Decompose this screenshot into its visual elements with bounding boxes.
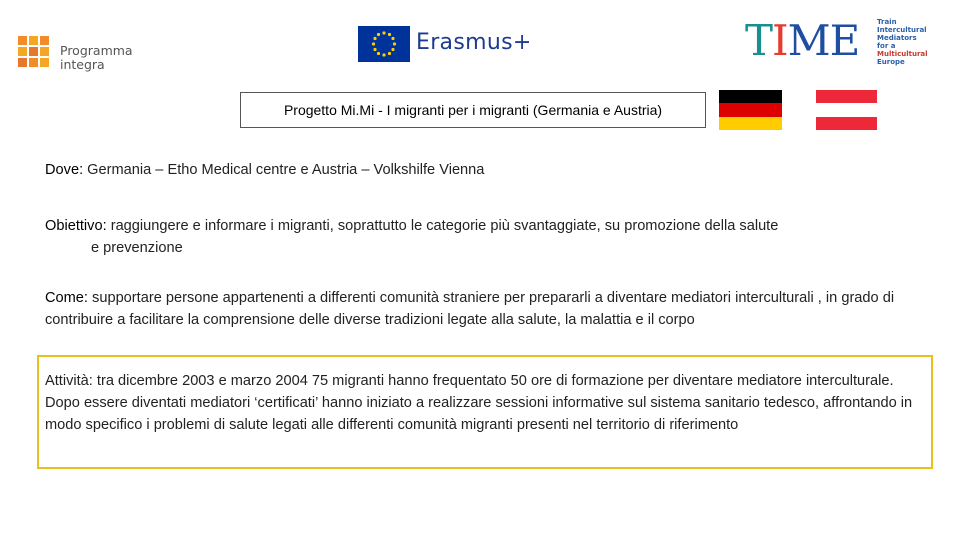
- attivita-text: tra dicembre 2003 e marzo 2004 75 migranti hanno frequentato 50 ore di formazione per diventare mediatore interculturale. Dopo essere diventati mediatori ‘certificati’ hanno iniziato a realizzare sessioni informative sul sistema sanitario tedesco, affrontando in modo specifico i problemi di salute legati alle differenti comunità migranti presenti nel territorio di riferimento: [45, 373, 913, 433]
- time-logo: [745, 18, 945, 68]
- project-title-box: [240, 92, 706, 128]
- come-label: Come:: [45, 290, 88, 306]
- dove-label: Dove:: [45, 162, 84, 178]
- obiettivo-text: raggiungere e informare i migranti, soprattutto le categorie più svantaggiate, su promozione della salute: [106, 218, 779, 234]
- integra-text: integra: [60, 57, 105, 72]
- obiettivo-paragraph: [45, 215, 925, 259]
- dove-text: Germania – Etho Medical centre e Austria – Volkshilfe Vienna: [83, 162, 485, 178]
- obiettivo-label: Obiettivo:: [45, 218, 107, 234]
- time-sub-5: Europe: [877, 58, 905, 66]
- germany-flag-icon: [719, 90, 782, 130]
- time-sub-4-post: Multicultural: [877, 50, 928, 58]
- time-letter-t: T: [745, 16, 773, 65]
- germany-flag-stripe-gold: [719, 117, 782, 130]
- time-sub-2: Intercultural: [877, 26, 927, 34]
- time-letter-m: M: [787, 16, 830, 65]
- time-wordmark: [745, 16, 859, 65]
- time-sub-3: Mediators: [877, 34, 917, 42]
- austria-flag-icon: [816, 90, 877, 130]
- attivita-label: Attività:: [45, 373, 93, 389]
- attivita-paragraph: [45, 370, 927, 436]
- erasmus-logo: [358, 26, 538, 64]
- germany-flag-stripe-black: [719, 90, 782, 103]
- come-text: supportare persone appartenenti a differenti comunità straniere per prepararli a diventare mediatori interculturali , in grado di contribuire a facilitare la comprensione delle diverse tradizioni legate alla salute, la malattia e il corpo: [45, 290, 895, 328]
- erasmus-text: Erasmus+: [416, 30, 532, 55]
- programma-integra-logo-mark: [18, 34, 58, 74]
- austria-flag-stripe-middle: [816, 103, 877, 116]
- obiettivo-continuation: e prevenzione: [91, 240, 183, 256]
- time-letter-e: E: [829, 16, 860, 65]
- time-sub-1: Train: [877, 18, 897, 26]
- programma-text: Programma: [60, 43, 133, 58]
- austria-flag-stripe-bottom: [816, 117, 877, 130]
- time-sub-4-pre: for a: [877, 42, 896, 50]
- come-paragraph: [45, 287, 945, 331]
- programma-integra-wordmark: [60, 44, 133, 72]
- eu-flag-icon: [358, 26, 410, 62]
- germany-flag-stripe-red: [719, 103, 782, 116]
- austria-flag-stripe-top: [816, 90, 877, 103]
- time-tagline: [877, 18, 928, 66]
- time-letter-i: I: [772, 16, 788, 65]
- project-title: Progetto Mi.Mi - I migranti per i migranti (Germania e Austria): [283, 102, 663, 118]
- dove-paragraph: [45, 159, 925, 181]
